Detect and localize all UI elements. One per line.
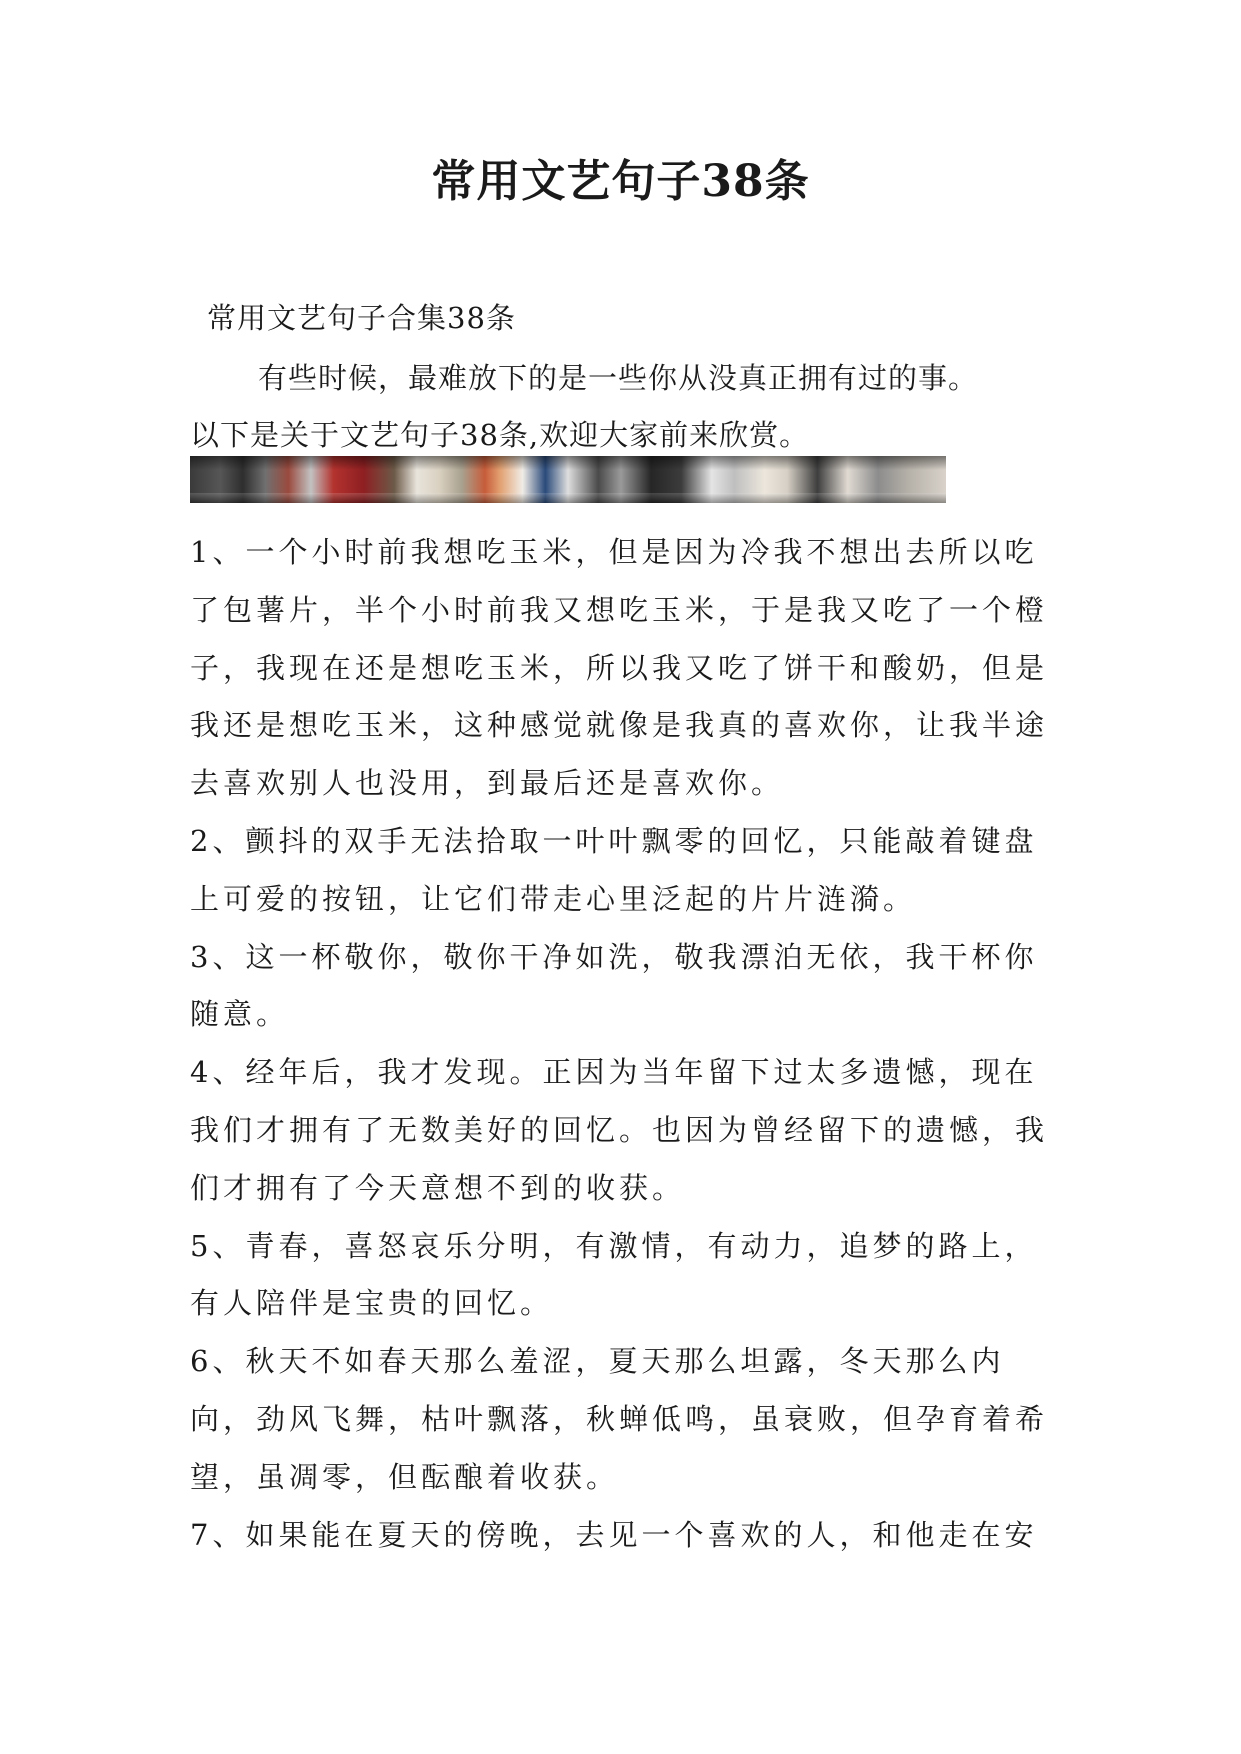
photo-shadow (190, 456, 946, 470)
list-item: 7、如果能在夏天的傍晚，去见一个喜欢的人，和他走在安 (190, 1517, 1038, 1552)
intro-paragraph (190, 350, 1090, 464)
intro-line-2: 以下是关于文艺句子38条,欢迎大家前来欣赏。 (190, 418, 810, 452)
list-item: 3、这一杯敬你，敬你干净如洗，敬我漂泊无依，我干杯你随意。 (190, 939, 1038, 1032)
document-subtitle: 常用文艺句子合集38条 (207, 301, 516, 335)
banner-photo (190, 456, 946, 503)
list-item: 4、经年后，我才发现。正因为当年留下过太多遗憾，现在我们才拥有了无数美好的回忆。也因为曾经留下的遗憾，我们才拥有了今天意想不到的收获。 (190, 1055, 1049, 1205)
list-item: 5、青春，喜怒哀乐分明，有激情，有动力，追梦的路上，有人陪伴是宝贵的回忆。 (190, 1228, 1038, 1321)
list-item: 1、一个小时前我想吃玉米，但是因为冷我不想出去所以吃了包薯片，半个小时前我又想吃玉米，于是我又吃了一个橙子，我现在还是想吃玉米，所以我又吃了饼干和酸奶，但是我还是想吃玉米，这种感觉就像是我真的喜欢你，让我半途去喜欢别人也没用，到最后还是喜欢你。 (190, 535, 1049, 801)
intro-line-1: 有些时候，最难放下的是一些你从没真正拥有过的事。 (258, 361, 979, 395)
document-title: 常用文艺句子38条 (431, 156, 810, 207)
photo-shelf (190, 493, 946, 503)
list-item: 2、颤抖的双手无法拾取一叶叶飘零的回忆，只能敲着键盘上可爱的按钮，让它们带走心里泛起的片片涟漪。 (190, 823, 1038, 916)
sentence-list (190, 524, 1070, 1564)
list-item: 6、秋天不如春天那么羞涩，夏天那么坦露，冬天那么内向，劲风飞舞，枯叶飘落，秋蝉低鸣，虽衰败，但孕育着希望，虽凋零，但酝酿着收获。 (190, 1344, 1049, 1494)
